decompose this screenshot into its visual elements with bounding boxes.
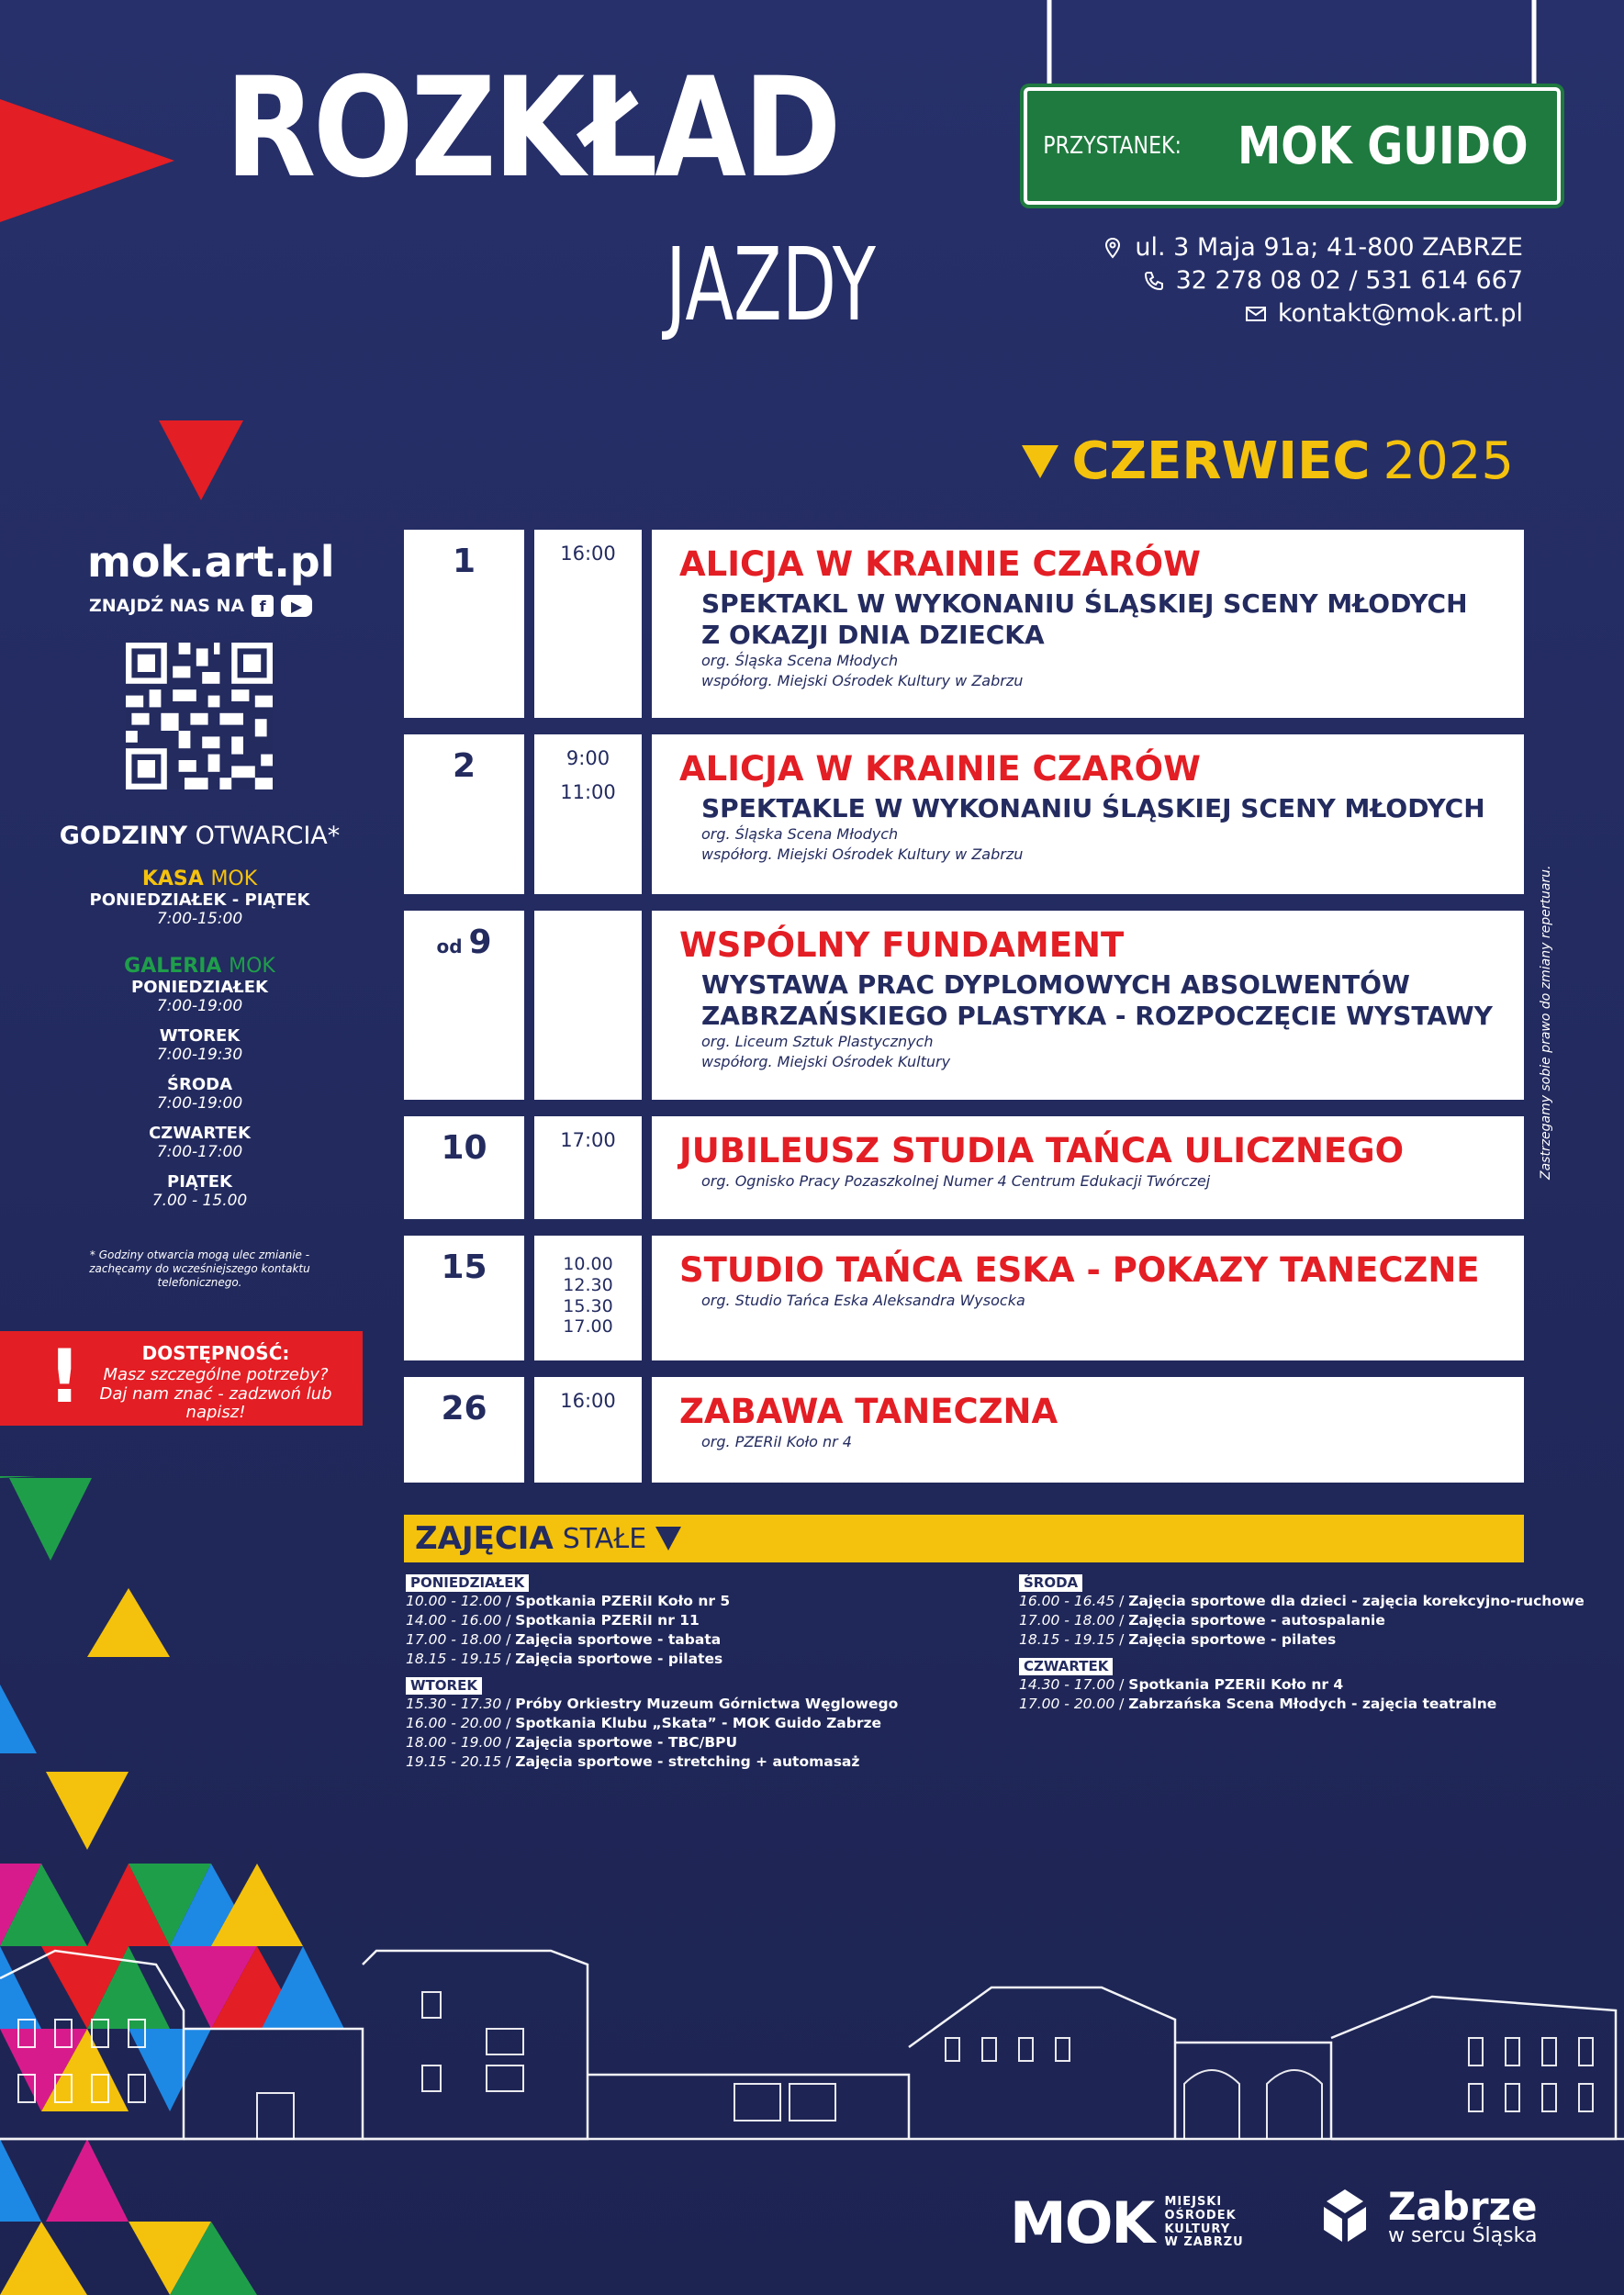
regular-day-group <box>1019 1573 1585 1650</box>
regular-title-rest: STAŁE <box>562 1522 647 1555</box>
event-info-cell <box>652 734 1524 894</box>
event-day-number: 2 <box>452 747 476 785</box>
galeria-label-bold: GALERIA <box>124 955 222 978</box>
qr-code[interactable] <box>126 643 273 789</box>
regular-class-time: 18.15 - 19.15 <box>1019 1631 1115 1648</box>
month-heading <box>1022 431 1514 491</box>
month-name: CZERWIEC <box>1071 431 1371 491</box>
event-time: 17:00 <box>560 1129 616 1151</box>
event-time: 11:00 <box>560 780 616 803</box>
mok-logo-text: MOK <box>1010 2189 1154 2256</box>
galeria-hours-item <box>41 1075 358 1113</box>
triangle-down-icon <box>1022 445 1058 478</box>
galeria-day: CZWARTEK <box>149 1124 251 1143</box>
mok-logo <box>1010 2189 1244 2256</box>
event-day-cell <box>404 911 524 1100</box>
event-title: ZABAWA TANECZNA <box>679 1392 1058 1431</box>
youtube-icon[interactable]: ▶ <box>281 595 312 617</box>
regular-day-group <box>406 1676 898 1772</box>
event-organizer: współorg. Miejski Ośrodek Kultury w Zabrzu <box>701 845 1024 863</box>
event-time-cell <box>534 911 642 1100</box>
sign-value: MOK GUIDO <box>1237 116 1529 176</box>
regular-class-time: 10.00 - 12.00 <box>406 1593 502 1609</box>
regular-classes-left <box>406 1573 898 1779</box>
regular-class-time: 17.00 - 18.00 <box>406 1631 502 1648</box>
galeria-time: 7:00-19:30 <box>156 1046 243 1064</box>
regular-class-time: 15.30 - 17.30 <box>406 1696 502 1712</box>
regular-class-time: 16.00 - 20.00 <box>406 1715 502 1731</box>
regular-class-time: 17.00 - 18.00 <box>1019 1612 1115 1629</box>
phone-icon <box>1143 270 1165 292</box>
kasa-label-bold: KASA <box>141 868 204 890</box>
zabrze-tagline: w sercu Śląska <box>1388 2224 1538 2247</box>
regular-class-separator: / <box>1114 1696 1129 1712</box>
event-time: 10.00 <box>563 1254 613 1274</box>
mok-sub-line: KULTURY <box>1164 2222 1231 2236</box>
hours-note: * Godziny otwarcia mogą ulec zmianie - zachęcamy do wcześniejszego kontaktu telefonicznego. <box>89 1248 310 1289</box>
exclamation-icon: ! <box>48 1334 82 1419</box>
event-day-cell <box>404 734 524 894</box>
event-subtitle: SPEKTAKL W WYKONANIU ŚLĄSKIEJ SCENY MŁODYCH <box>701 588 1468 619</box>
event-title: JUBILEUSZ STUDIA TAŃCA ULICZNEGO <box>679 1131 1405 1170</box>
event-times <box>534 1384 642 1418</box>
event-time: 15.30 <box>563 1295 613 1316</box>
regular-class-row <box>406 1630 898 1650</box>
year: 2025 <box>1383 431 1514 491</box>
regular-day-label: WTOREK <box>406 1677 482 1695</box>
event-info-cell <box>652 1236 1524 1360</box>
galeria-time: 7:00-17:00 <box>156 1143 243 1161</box>
regular-class-time: 17.00 - 20.00 <box>1019 1696 1115 1712</box>
find-us-label: ZNAJDŹ NAS NA <box>89 596 245 616</box>
regular-class-separator: / <box>501 1593 516 1609</box>
event-day-number: 9 <box>468 924 492 961</box>
event-day-number: 26 <box>441 1390 487 1427</box>
sign-label: PRZYSTANEK: <box>1042 132 1182 160</box>
galeria-hours-item <box>41 1124 358 1161</box>
regular-class-time: 14.00 - 16.00 <box>406 1612 502 1629</box>
regular-class-separator: / <box>501 1734 516 1751</box>
event-organizer: org. Ognisko Pracy Pozaszkolnej Numer 4 Centrum Edukacji Twórczej <box>701 1172 1211 1190</box>
zabrze-name: Zabrze <box>1388 2184 1538 2229</box>
accessibility-banner <box>0 1331 363 1426</box>
regular-class-separator: / <box>1114 1593 1129 1609</box>
event-day-number: 15 <box>441 1248 487 1286</box>
regular-class-row <box>406 1611 898 1630</box>
opening-hours-title <box>41 822 358 850</box>
phone[interactable]: 32 278 08 02 / 531 614 667 <box>1175 266 1523 295</box>
galeria-time: 7:00-19:00 <box>156 997 243 1015</box>
event-title: ALICJA W KRAINIE CZARÓW <box>679 749 1201 789</box>
regular-class-row <box>1019 1675 1585 1695</box>
mok-sub-line: OŚRODEK <box>1164 2208 1237 2222</box>
facebook-icon[interactable]: f <box>252 595 274 617</box>
regular-class-separator: / <box>1114 1612 1129 1629</box>
regular-class-time: 19.15 - 20.15 <box>406 1753 502 1770</box>
galeria-block <box>41 955 358 1221</box>
disclaimer-vertical: Zastrzegamy sobie prawo do zmiany repertuaru. <box>1539 865 1553 1180</box>
galeria-day: WTOREK <box>159 1026 241 1046</box>
event-time: 9:00 <box>566 747 610 769</box>
event-time: 16:00 <box>560 1390 616 1412</box>
email[interactable]: kontakt@mok.art.pl <box>1277 299 1523 328</box>
regular-class-activity: Zajęcia sportowe - tabata <box>515 1631 722 1648</box>
address: ul. 3 Maja 91a; 41-800 ZABRZE <box>1135 233 1523 262</box>
kasa-block <box>41 868 358 928</box>
regular-class-row <box>1019 1695 1585 1714</box>
access-text: Masz szczególne potrzeby? Daj nam znać - zadzwoń lub napisz! <box>99 1365 332 1423</box>
galeria-label-rest: MOK <box>229 955 275 978</box>
regular-class-separator: / <box>501 1753 516 1770</box>
zabrze-emblem-icon <box>1313 2185 1377 2249</box>
regular-class-time: 18.15 - 19.15 <box>406 1651 502 1667</box>
mok-sub-line: MIEJSKI <box>1164 2194 1223 2209</box>
event-organizer: org. Śląska Scena Młodych <box>701 652 899 669</box>
regular-day-label: ŚRODA <box>1019 1574 1082 1592</box>
address-line <box>1102 233 1523 262</box>
regular-day-group <box>406 1573 898 1669</box>
event-info-cell <box>652 1116 1524 1219</box>
mok-logo-subtitle <box>1164 2196 1243 2251</box>
galeria-hours-item <box>41 1172 358 1210</box>
regular-class-activity: Zajęcia sportowe - stretching + automasaż <box>515 1753 860 1770</box>
event-times <box>534 742 642 810</box>
event-day <box>404 543 524 580</box>
event-subtitle: SPEKTAKLE W WYKONANIU ŚLĄSKIEJ SCENY MŁODYCH <box>701 793 1485 823</box>
regular-class-row <box>406 1695 898 1714</box>
galeria-time: 7.00 - 15.00 <box>151 1192 248 1210</box>
regular-class-activity: Zajęcia sportowe - TBC/BPU <box>515 1734 738 1751</box>
galeria-day: PONIEDZIAŁEK <box>131 978 268 997</box>
regular-class-separator: / <box>501 1696 516 1712</box>
galeria-hours-item <box>41 1026 358 1064</box>
triangle-down-icon <box>655 1527 681 1551</box>
zabrze-logo <box>1313 2185 1538 2249</box>
title-jazdy: JAZDY <box>666 226 876 343</box>
regular-title-bold: ZAJĘCIA <box>415 1520 554 1557</box>
regular-class-time: 14.30 - 17.00 <box>1019 1676 1115 1693</box>
regular-class-activity: Spotkania PZERiI Koło nr 4 <box>1128 1676 1344 1693</box>
event-day-cell <box>404 530 524 718</box>
event-day-cell <box>404 1236 524 1360</box>
regular-class-activity: Zabrzańska Scena Młodych - zajęcia teatralne <box>1128 1696 1497 1712</box>
event-time-cell <box>534 1236 642 1360</box>
regular-class-activity: Spotkania PZERiI nr 11 <box>515 1612 700 1629</box>
event-title: STUDIO TAŃCA ESKA - POKAZY TANECZNE <box>679 1250 1480 1290</box>
galeria-hours-item <box>41 978 358 1015</box>
phone-line <box>1143 266 1523 295</box>
event-info-cell <box>652 530 1524 718</box>
galeria-day: ŚRODA <box>167 1075 232 1094</box>
title-rozklad: ROZKŁAD <box>225 49 839 208</box>
regular-class-separator: / <box>501 1715 516 1731</box>
regular-day-group <box>1019 1657 1585 1714</box>
regular-classes-right <box>1019 1573 1585 1721</box>
find-us <box>89 595 312 617</box>
regular-class-activity: Zajęcia sportowe - autospalanie <box>1128 1612 1385 1629</box>
event-info-cell <box>652 1377 1524 1483</box>
event-title: WSPÓLNY FUNDAMENT <box>679 925 1125 965</box>
event-organizer: współorg. Miejski Ośrodek Kultury <box>701 1053 951 1070</box>
event-time-cell <box>534 1377 642 1483</box>
galeria-hours-list <box>41 978 358 1210</box>
event-time-cell <box>534 1116 642 1219</box>
event-organizer: org. PZERiI Koło nr 4 <box>701 1433 852 1450</box>
event-time-cell <box>534 734 642 894</box>
event-day <box>404 1248 524 1286</box>
event-day-prefix: od <box>436 935 469 957</box>
event-day <box>404 1129 524 1167</box>
regular-class-row <box>406 1592 898 1611</box>
mok-sub-line: W ZABRZU <box>1164 2235 1244 2250</box>
event-organizer: org. Liceum Sztuk Plastycznych <box>701 1033 934 1050</box>
hours-title-bold: GODZINY <box>59 822 188 850</box>
galeria-day: PIĄTEK <box>167 1172 232 1192</box>
event-subtitle: ZABRZAŃSKIEGO PLASTYKA - ROZPOCZĘCIE WYSTAWY <box>701 1001 1493 1031</box>
regular-class-activity: Zajęcia sportowe - pilates <box>1128 1631 1337 1648</box>
regular-class-row <box>406 1650 898 1669</box>
galeria-time: 7:00-19:00 <box>156 1094 243 1113</box>
regular-class-row <box>1019 1592 1585 1611</box>
kasa-days: PONIEDZIAŁEK - PIĄTEK <box>89 890 310 910</box>
regular-class-time: 16.00 - 16.45 <box>1019 1593 1115 1609</box>
event-subtitle: WYSTAWA PRAC DYPLOMOWYCH ABSOLWENTÓW <box>701 969 1410 1000</box>
event-organizer: org. Studio Tańca Eska Aleksandra Wysocka <box>701 1292 1025 1309</box>
regular-class-row <box>1019 1611 1585 1630</box>
event-day-number: 1 <box>452 543 476 580</box>
event-time: 17.00 <box>563 1316 613 1338</box>
regular-class-row <box>406 1733 898 1752</box>
event-day <box>404 924 524 961</box>
event-day-number: 10 <box>441 1129 487 1167</box>
regular-class-separator: / <box>1114 1676 1129 1693</box>
event-organizer: współorg. Miejski Ośrodek Kultury w Zabrzu <box>701 672 1024 689</box>
event-day <box>404 1390 524 1427</box>
regular-class-activity: Spotkania PZERiI Koło nr 5 <box>515 1593 731 1609</box>
regular-class-activity: Zajęcia sportowe - pilates <box>515 1651 723 1667</box>
regular-class-separator: / <box>1114 1631 1129 1648</box>
website-url[interactable]: mok.art.pl <box>87 537 335 587</box>
event-time: 16:00 <box>560 543 616 565</box>
location-pin-icon <box>1102 237 1124 259</box>
event-info-cell <box>652 911 1524 1100</box>
regular-class-row <box>406 1752 898 1772</box>
event-organizer: org. Śląska Scena Młodych <box>701 825 899 843</box>
event-times <box>534 1254 642 1338</box>
regular-class-separator: / <box>501 1651 516 1667</box>
regular-class-time: 18.00 - 19.00 <box>406 1734 502 1751</box>
event-title: ALICJA W KRAINIE CZARÓW <box>679 544 1201 584</box>
event-day <box>404 747 524 785</box>
kasa-hours: 7:00-15:00 <box>156 910 243 928</box>
regular-class-row <box>406 1714 898 1733</box>
envelope-icon <box>1245 303 1267 325</box>
regular-class-separator: / <box>501 1612 516 1629</box>
hours-title-rest: OTWARCIA* <box>195 822 341 850</box>
regular-class-row <box>1019 1630 1585 1650</box>
regular-class-activity: Spotkania Klubu „Skata” - MOK Guido Zabrze <box>515 1715 882 1731</box>
event-times <box>534 1124 642 1158</box>
event-day-cell <box>404 1116 524 1219</box>
event-subtitle: Z OKAZJI DNIA DZIECKA <box>701 620 1045 650</box>
bus-stop-sign <box>1024 87 1561 205</box>
kasa-label-rest: MOK <box>210 868 258 890</box>
email-line <box>1245 299 1523 328</box>
access-title: DOSTĘPNOŚĆ: <box>141 1342 290 1364</box>
event-time: 12.30 <box>563 1274 613 1295</box>
event-times <box>534 537 642 571</box>
regular-classes-header <box>404 1515 1524 1562</box>
regular-class-separator: / <box>501 1631 516 1648</box>
regular-day-label: PONIEDZIAŁEK <box>406 1574 529 1592</box>
regular-class-activity: Próby Orkiestry Muzeum Górnictwa Węglowego <box>515 1696 899 1712</box>
regular-day-label: CZWARTEK <box>1019 1658 1113 1675</box>
event-day-cell <box>404 1377 524 1483</box>
event-time-cell <box>534 530 642 718</box>
regular-class-activity: Zajęcia sportowe dla dzieci - zajęcia korekcyjno-ruchowe <box>1128 1593 1585 1609</box>
